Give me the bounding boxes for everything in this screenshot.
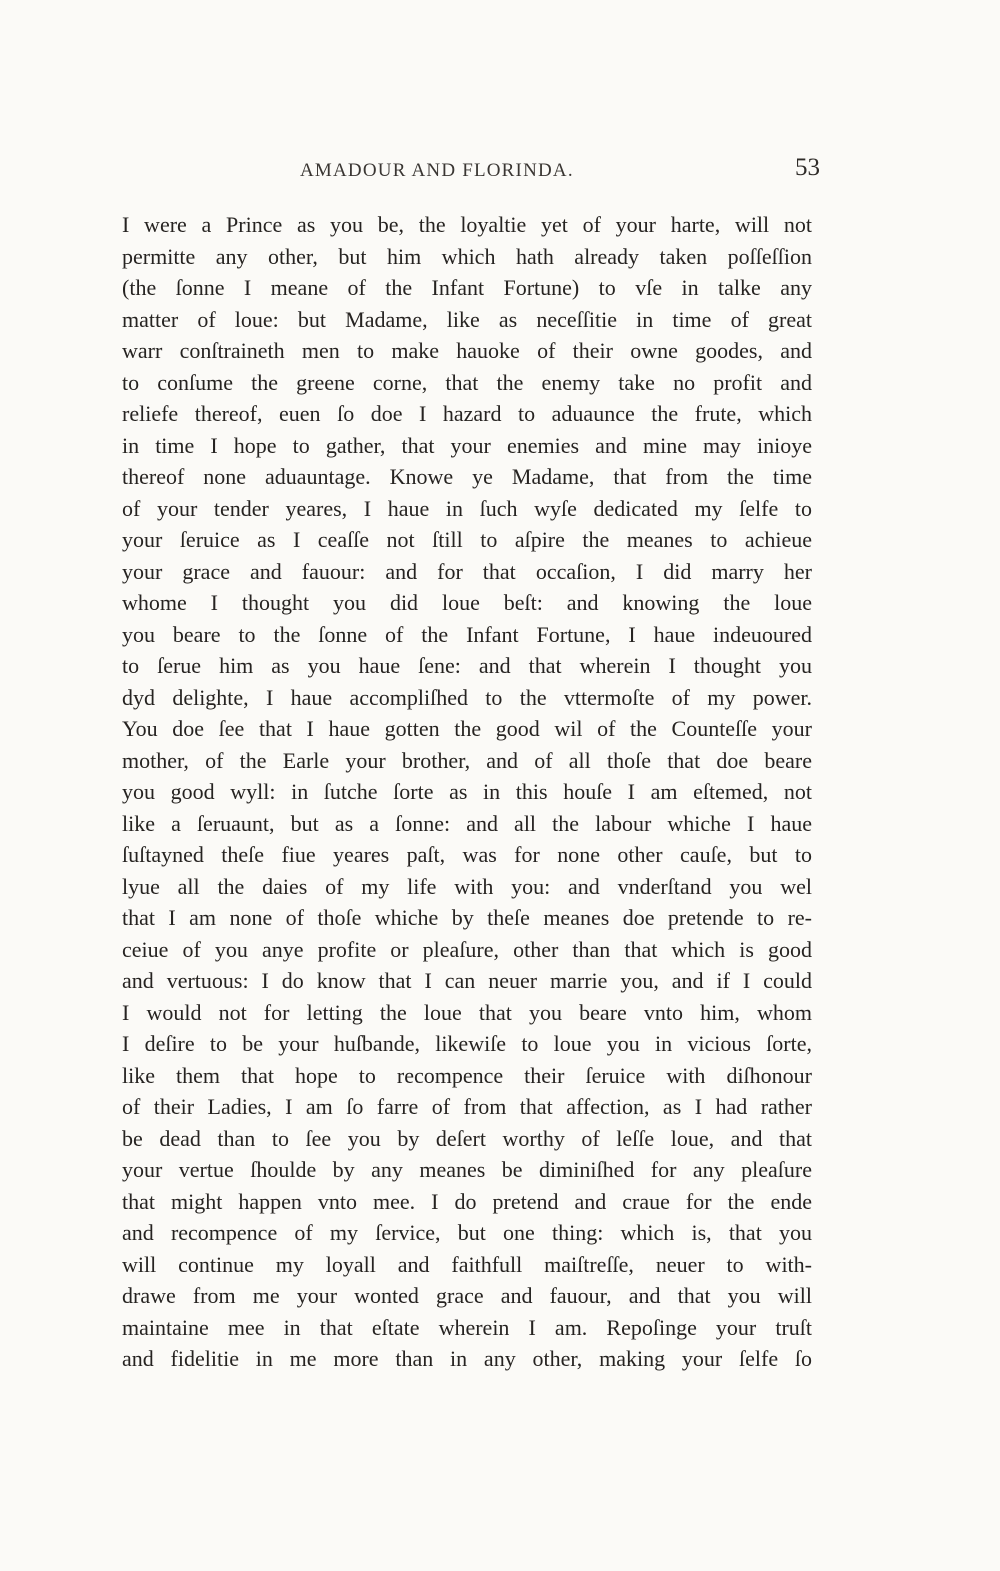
page-number: 53	[795, 154, 820, 181]
text-line: permitte any other, but him which hath already taken poſſeſſion	[122, 243, 812, 269]
text-line: you good wyll: in ſutche ſorte as in this houſe I am eſtemed, not	[122, 779, 812, 804]
body-text	[122, 209, 812, 1375]
text-line: you beare to the ſonne of the Infant Fortune, I haue indeuoured	[122, 621, 812, 647]
running-title: AMADOUR AND FLORINDA.	[300, 160, 574, 181]
text-line: to conſume the greene corne, that the enemy take no profit and	[122, 369, 812, 395]
text-line: maintaine mee in that eſtate wherein I am. Repoſinge your truſt	[122, 1314, 812, 1340]
text-line: and vertuous: I do know that I can neuer marrie you, and if I could	[122, 968, 812, 993]
text-line: like them that hope to recompence their ſeruice with diſhonour	[122, 1062, 812, 1088]
text-line: your ſeruice as I ceaſſe not ſtill to aſpire the meanes to achieue	[122, 527, 812, 552]
text-line: ſuſtayned theſe fiue yeares paſt, was for none other cauſe, but to	[122, 842, 812, 867]
text-line: that I am none of thoſe whiche by theſe meanes doe pretende to re-	[122, 905, 812, 930]
text-line: ceiue of you anye profite or pleaſure, other than that which is good	[122, 936, 812, 962]
text-line: be dead than to ſee you by deſert worthy of leſſe loue, and that	[122, 1125, 812, 1151]
text-line: your grace and fauour: and for that occaſion, I did marry her	[122, 558, 812, 584]
text-line: to ſerue him as you haue ſene: and that wherein I thought you	[122, 653, 812, 678]
text-line: reliefe thereof, euen ſo doe I hazard to aduaunce the frute, which	[122, 401, 812, 426]
text-line: mother, of the Earle your brother, and of all thoſe that doe beare	[122, 747, 812, 773]
text-line: in time I hope to gather, that your enemies and mine may inioye	[122, 432, 812, 458]
running-head	[120, 152, 820, 192]
text-line: of your tender yeares, I haue in ſuch wyſe dedicated my ſelfe to	[122, 495, 812, 521]
text-line: matter of loue: but Madame, like as neceſſitie in time of great	[122, 306, 812, 332]
text-line: like a ſeruaunt, but as a ſonne: and all the labour whiche I haue	[122, 810, 812, 836]
text-line: that might happen vnto mee. I do pretend and craue for the ende	[122, 1188, 812, 1214]
text-line: and recompence of my ſervice, but one thing: which is, that you	[122, 1220, 812, 1245]
text-line: I were a Prince as you be, the loyaltie yet of your harte, will not	[122, 212, 812, 237]
text-line: whome I thought you did loue beſt: and knowing the loue	[122, 590, 812, 615]
text-line: (the ſonne I meane of the Infant Fortune) to vſe in talke any	[122, 275, 812, 300]
text-line: warr conſtraineth men to make hauoke of their owne goodes, and	[122, 338, 812, 363]
text-line: thereof none aduauntage. Knowe ye Madame, that from the time	[122, 464, 812, 489]
text-line: You doe ſee that I haue gotten the good wil of the Counteſſe your	[122, 716, 812, 741]
text-line: and fidelitie in me more than in any other, making your ſelfe ſo	[122, 1346, 812, 1371]
text-line: your vertue ſhoulde by any meanes be diminiſhed for any pleaſure	[122, 1157, 812, 1182]
text-line: drawe from me your wonted grace and fauour, and that you will	[122, 1283, 812, 1308]
text-line: will continue my loyall and faithfull maiſtreſſe, neuer to with-	[122, 1251, 812, 1277]
text-line: I deſire to be your huſbande, likewiſe to loue you in vicious ſorte,	[122, 1031, 812, 1056]
text-line: of their Ladies, I am ſo farre of from that affection, as I had rather	[122, 1094, 812, 1119]
text-line: dyd delighte, I haue accompliſhed to the vttermoſte of my power.	[122, 684, 812, 710]
text-line: I would not for letting the loue that you beare vnto him, whom	[122, 999, 812, 1025]
text-line: lyue all the daies of my life with you: and vnderſtand you wel	[122, 873, 812, 899]
